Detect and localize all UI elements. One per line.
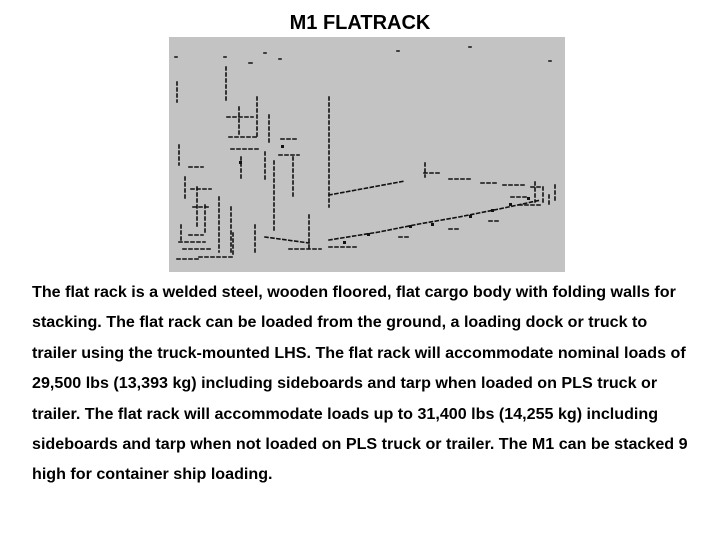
flatrack-line-drawing bbox=[169, 37, 565, 272]
flatrack-description: The flat rack is a welded steel, wooden floored, flat cargo body with folding walls for stacking. The flat rack can be loaded from the ground, a loading dock or truck to trailer using the truck-mounted LHS. The flat rack will accommodate nominal loads of 29,500 lbs (13,393 kg) including sideboards and tarp when loaded on PLS truck or trailer. The flat rack will accommodate loads up to 31,400 lbs (14,255 kg) including sideboards and tarp when not loaded on PLS truck or trailer. The M1 can be stacked 9 high for container ship loading. bbox=[32, 283, 688, 484]
slide-title: M1 FLATRACK bbox=[289, 12, 431, 34]
flatrack-illustration bbox=[169, 37, 565, 272]
